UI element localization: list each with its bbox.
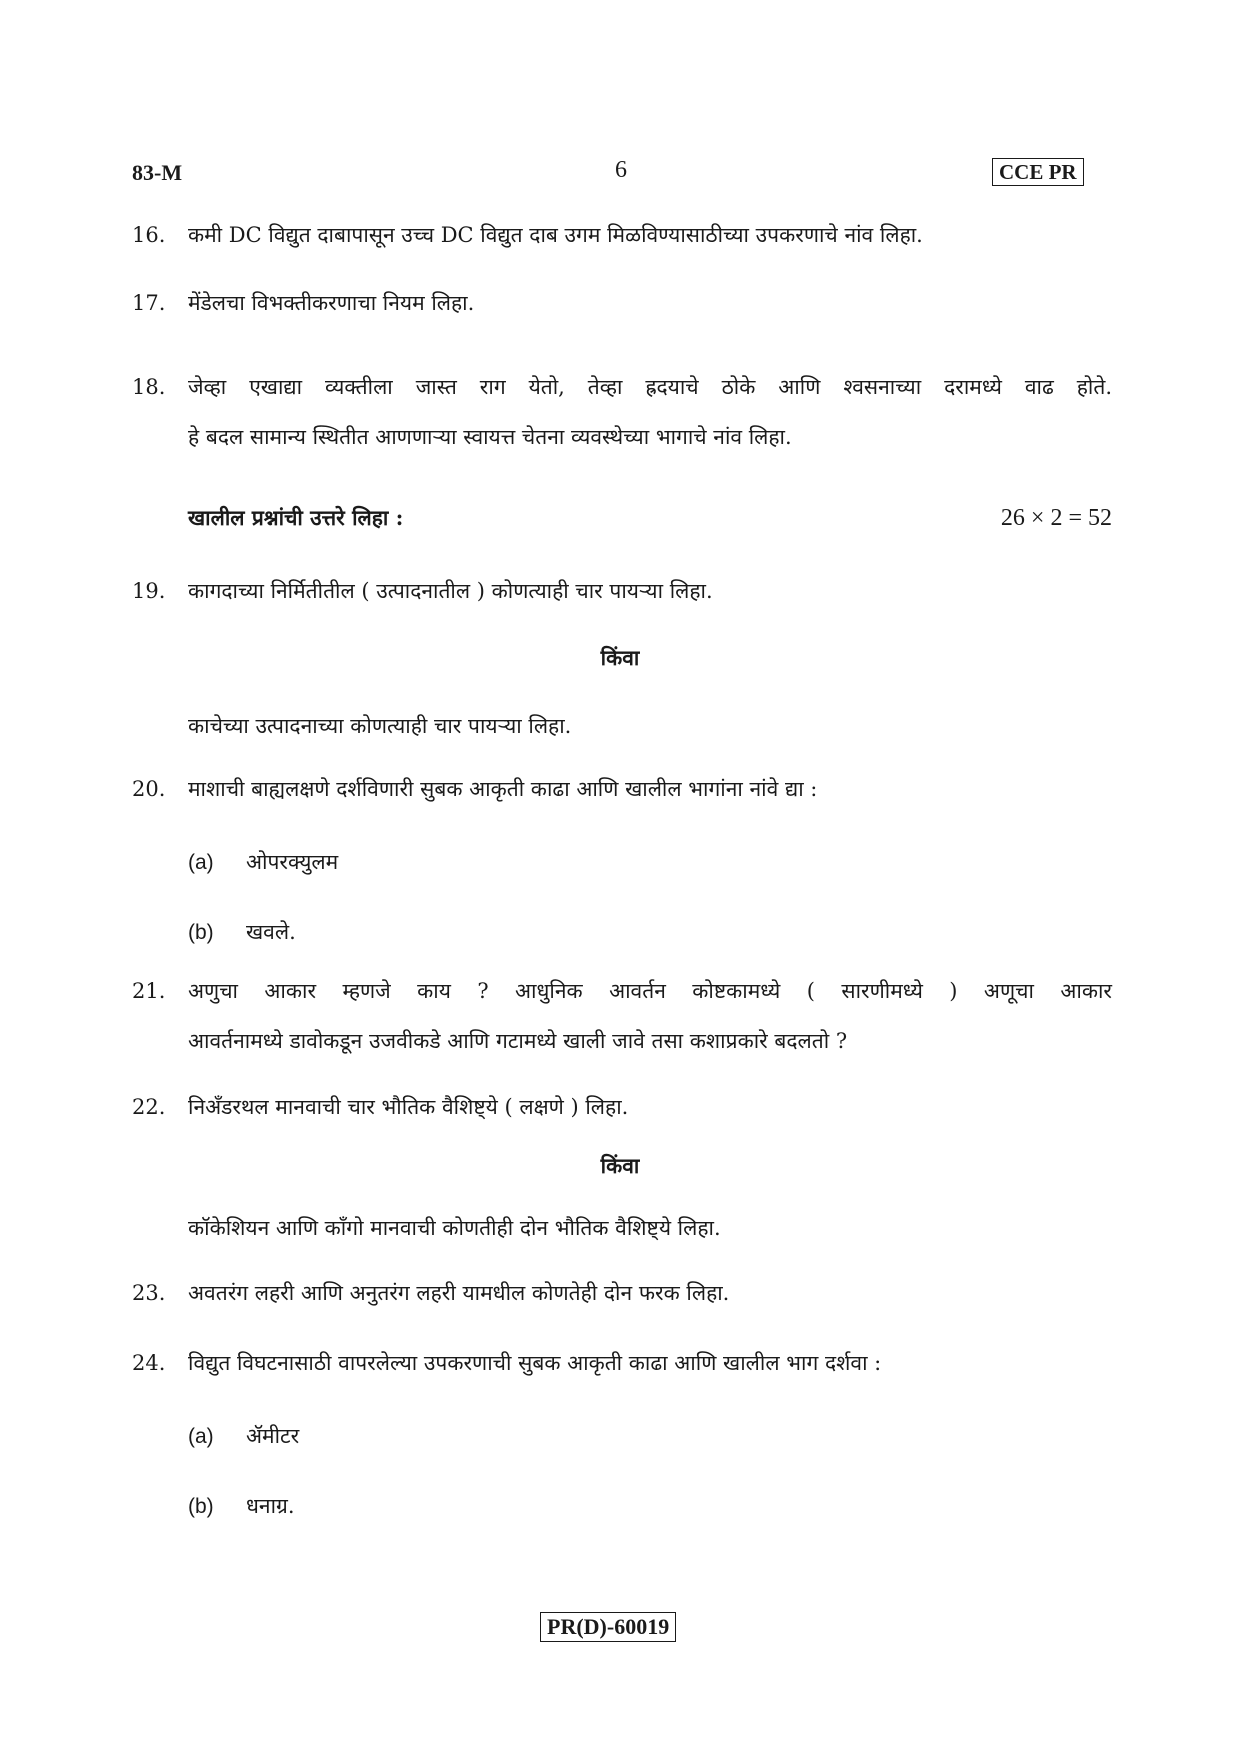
question-number: 17. [132, 291, 166, 315]
question-number: 18. [132, 375, 166, 399]
question-text: विद्युत विघटनासाठी वापरलेल्या उपकरणाची सुबक आकृती काढा आणि खालील भाग दर्शवा : [188, 1351, 882, 1375]
sub-part-label: (a) [188, 851, 214, 874]
question-text: कमी DC विद्युत दाबापासून उच्च DC विद्युत दाब उगम मिळविण्यासाठीच्या उपकरणाचे नांव लिहा. [188, 223, 923, 247]
question-number: 21. [132, 979, 166, 1003]
sub-part-text: खवले. [246, 920, 296, 944]
question-number: 19. [132, 579, 166, 603]
question-text-line: आवर्तनामध्ये डावोकडून उजवीकडे आणि गटामध्ये खाली जावे तसा कशाप्रकारे बदलतो ? [188, 1029, 848, 1053]
question-text-line: अणुचा आकार म्हणजे काय ? आधुनिक आवर्तन कोष्टकामध्ये ( सारणीमध्ये ) अणूचा आकार [188, 979, 1112, 1003]
sub-part-a [188, 848, 338, 876]
alternative-question: कॉकेशियन आणि काँगो मानवाची कोणतीही दोन भौतिक वैशिष्ट्ये लिहा. [188, 1216, 721, 1240]
or-separator: किंवा [600, 1153, 640, 1178]
question-text: माशाची बाह्यलक्षणे दर्शविणारी सुबक आकृती काढा आणि खालील भागांना नांवे द्या : [188, 777, 818, 801]
question-text: अवतरंग लहरी आणि अनुतरंग लहरी यामधील कोणतेही दोन फरक लिहा. [188, 1281, 730, 1305]
paper-code: 83-M [132, 160, 183, 185]
question-text: मेंडेलचा विभक्तीकरणाचा नियम लिहा. [188, 291, 475, 315]
sub-part-a [188, 1422, 299, 1450]
section-heading [188, 500, 1112, 536]
sub-part-text: ॲमीटर [246, 1424, 300, 1448]
exam-board-badge: CCE PR [992, 158, 1084, 186]
question-text-line: जेव्हा एखाद्या व्यक्तीला जास्त राग येतो, तेव्हा ह्रदयाचे ठोके आणि श्वसनाच्या दरामध्ये वाढ होते. [188, 375, 1112, 399]
section-marks: 26 × 2 = 52 [1000, 505, 1112, 531]
question-number: 20. [132, 777, 166, 801]
question-text: कागदाच्या निर्मितीतील ( उत्पादनातील ) कोणत्याही चार पायऱ्या लिहा. [188, 579, 713, 603]
sub-part-text: धनाग्र. [246, 1494, 295, 1518]
sub-part-label: (b) [188, 921, 214, 944]
section-title: खालील प्रश्नांची उत्तरे लिहा : [188, 505, 404, 530]
question-text-line: हे बदल सामान्य स्थितीत आणणाऱ्या स्वायत्त चेतना व्यवस्थेच्या भागाचे नांव लिहा. [188, 425, 792, 449]
sub-part-label: (b) [188, 1495, 214, 1518]
footer-code: PR(D)-60019 [540, 1612, 676, 1642]
question-text [188, 362, 1112, 462]
question-number: 22. [132, 1095, 166, 1119]
question-number: 16. [132, 223, 166, 247]
alternative-question: काचेच्या उत्पादनाच्या कोणत्याही चार पायऱ्या लिहा. [188, 714, 572, 738]
question-text [188, 966, 1112, 1066]
sub-part-b [188, 918, 296, 946]
question-number: 24. [132, 1351, 166, 1375]
sub-part-b [188, 1492, 295, 1520]
question-text: निअँडरथल मानवाची चार भौतिक वैशिष्ट्ये ( लक्षणे ) लिहा. [188, 1095, 629, 1119]
sub-part-text: ओपरक्युलम [246, 850, 339, 874]
sub-part-label: (a) [188, 1425, 214, 1448]
or-separator: किंवा [600, 645, 640, 670]
page-number: 6 [615, 157, 627, 183]
question-number: 23. [132, 1281, 166, 1305]
